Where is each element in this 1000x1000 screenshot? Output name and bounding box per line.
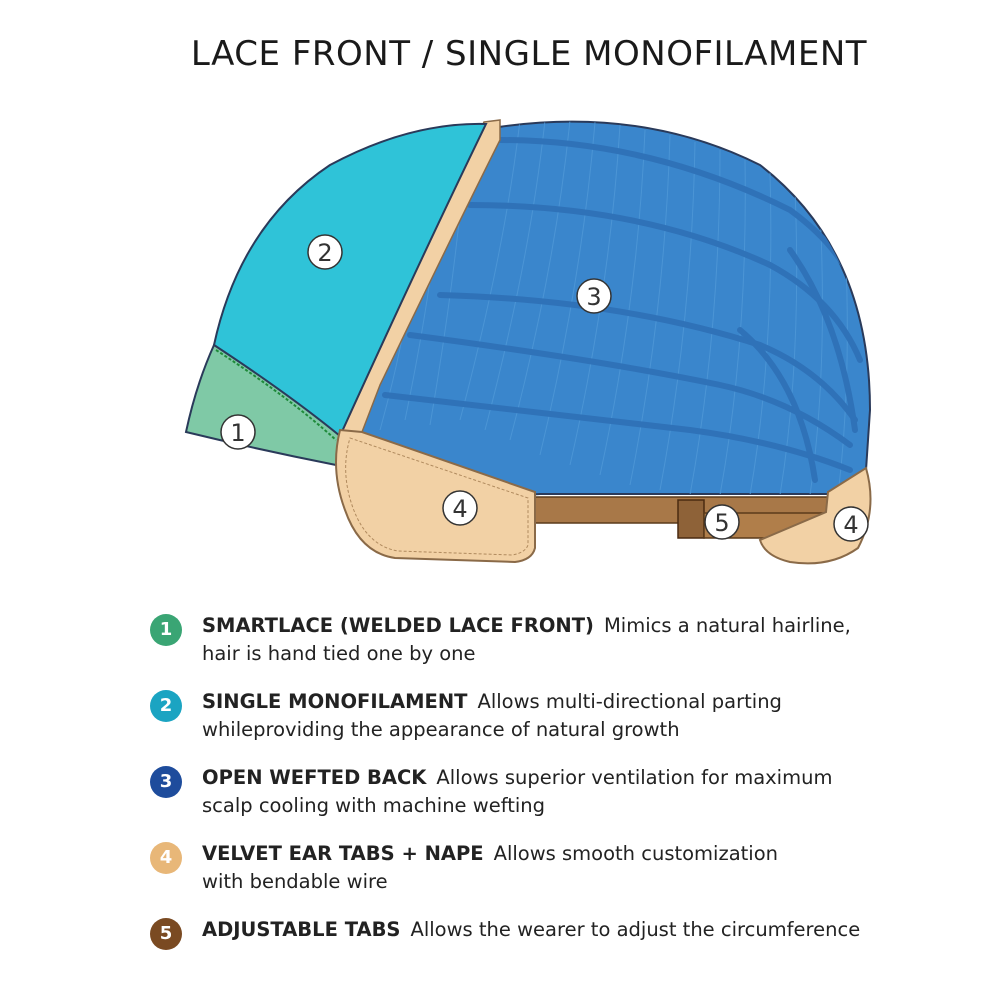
legend-text-continued: with bendable wire <box>202 870 388 893</box>
strap-buckle <box>678 500 704 538</box>
marker-4-nape <box>834 507 868 541</box>
legend-heading: OPEN WEFTED BACK <box>202 766 427 789</box>
svg-text:4: 4 <box>452 495 468 523</box>
marker-2 <box>308 235 342 269</box>
legend-text-continued: hair is hand tied one by one <box>202 642 476 665</box>
legend <box>150 612 990 964</box>
badge-1: 1 <box>150 614 182 646</box>
marker-1 <box>221 415 255 449</box>
marker-3 <box>577 279 611 313</box>
legend-heading: VELVET EAR TABS + NAPE <box>202 842 484 865</box>
badge-2: 2 <box>150 690 182 722</box>
svg-text:3: 3 <box>586 283 602 311</box>
legend-text: Allows smooth customization <box>493 842 779 865</box>
page-title: LACE FRONT / SINGLE MONOFILAMENT <box>190 34 868 74</box>
marker-5 <box>705 505 739 539</box>
legend-item-4 <box>150 840 990 896</box>
legend-item-1 <box>150 612 990 668</box>
legend-heading: SMARTLACE (WELDED LACE FRONT) <box>202 614 594 637</box>
svg-text:1: 1 <box>230 419 246 447</box>
legend-text: Mimics a natural hairline, <box>603 614 851 637</box>
legend-text: Allows the wearer to adjust the circumference <box>410 918 861 941</box>
legend-heading: SINGLE MONOFILAMENT <box>202 690 468 713</box>
legend-item-3 <box>150 764 990 820</box>
legend-text: Allows multi-directional parting <box>477 690 782 713</box>
badge-5: 5 <box>150 918 182 950</box>
badge-3: 3 <box>150 766 182 798</box>
svg-text:5: 5 <box>714 509 730 537</box>
legend-heading: ADJUSTABLE TABS <box>202 918 401 941</box>
legend-item-5 <box>150 916 990 944</box>
marker-4-front <box>443 491 477 525</box>
legend-text-continued: scalp cooling with machine wefting <box>202 794 546 817</box>
legend-item-2 <box>150 688 990 744</box>
svg-text:2: 2 <box>317 239 333 267</box>
svg-text:4: 4 <box>843 511 859 539</box>
legend-text: Allows superior ventilation for maximum <box>436 766 833 789</box>
badge-4: 4 <box>150 842 182 874</box>
legend-text-continued: whileproviding the appearance of natural growth <box>202 718 680 741</box>
